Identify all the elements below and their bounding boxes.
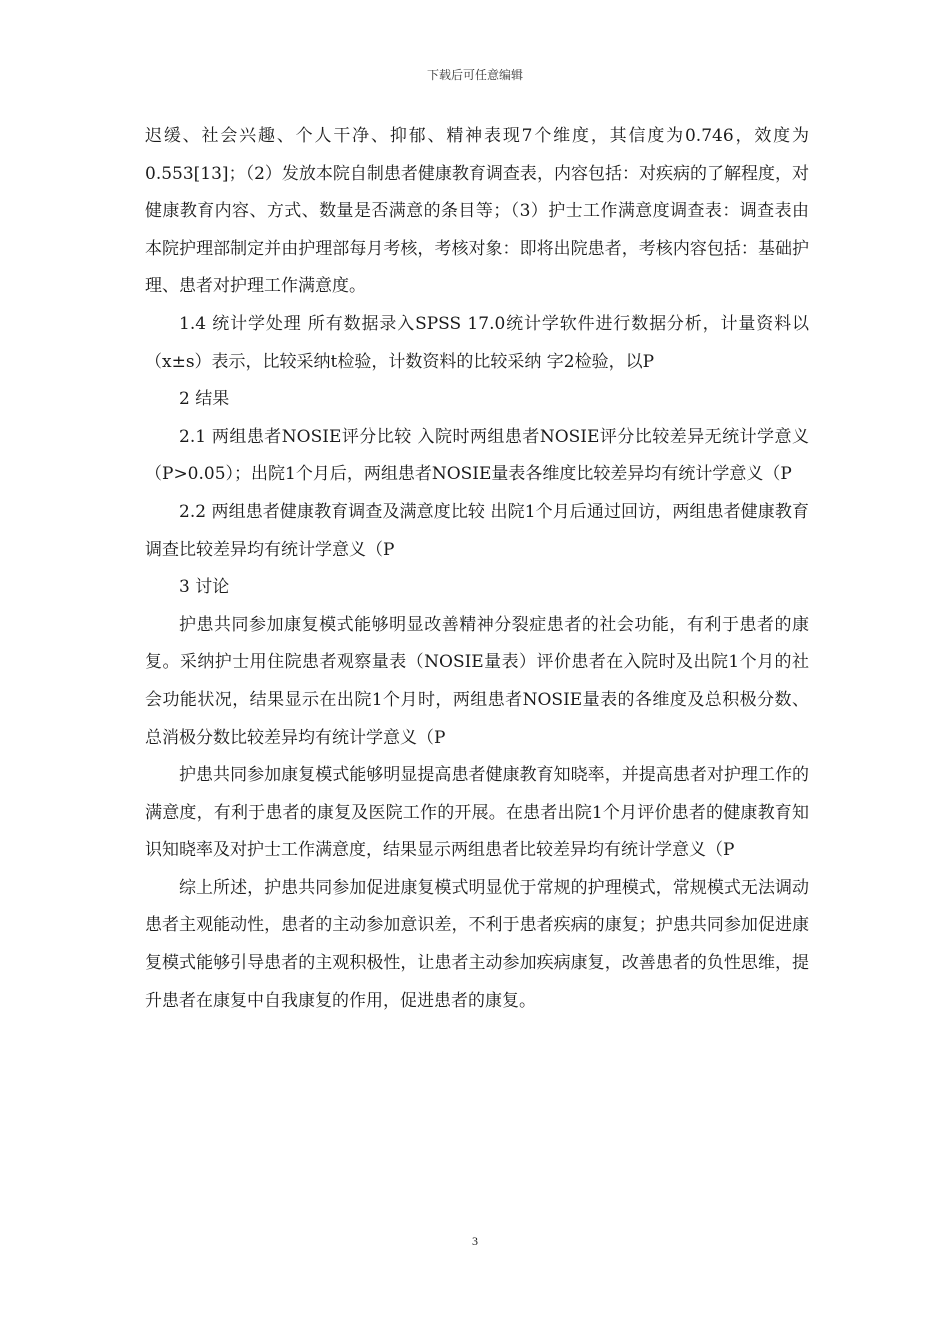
heading-discussion: 3 讨论	[179, 577, 230, 598]
paragraph-discussion-social-function: 护患共同参加康复模式能够明显改善精神分裂症患者的社会功能，有利于患者的康复。采纳护士用住院患者观察量表（NOSIE量表）评价患者在入院时及出院1个月的社会功能状况，结果显示在出院1个月时，两组患者NOSIE量表的各维度及总积极分数、总消极分数比较差异均有统计学意义（P	[145, 614, 809, 748]
heading-results: 2 结果	[179, 389, 230, 410]
paragraph-scale-description: 迟缓、社会兴趣、个人干净、抑郁、精神表现7个维度，其信度为0.746，效度为0.553[13]；（2）发放本院自制患者健康教育调查表，内容包括：对疾病的了解程度，对健康教育内容、方式、数量是否满意的条目等；（3）护士工作满意度调查表：调查表由本院护理部制定并由护理部每月考核，考核对象：即将出院患者，考核内容包括：基础护理、患者对护理工作满意度。	[145, 126, 809, 297]
paragraph-statistics-method: 1.4 统计学处理 所有数据录入SPSS 17.0统计学软件进行数据分析，计量资料以（x±s）表示，比较采纳t检验，计数资料的比较采纳 字2检验，以P	[145, 313, 809, 372]
paragraph-education-comparison: 2.2 两组患者健康教育调查及满意度比较 出院1个月后通过回访，两组患者健康教育调查比较差异均有统计学意义（P	[145, 501, 809, 560]
document-body	[145, 118, 809, 1020]
paragraph-conclusion: 综上所述，护患共同参加促进康复模式明显优于常规的护理模式，常规模式无法调动患者主观能动性，患者的主动参加意识差，不利于患者疾病的康复；护患共同参加促进康复模式能够引导患者的主观积极性，让患者主动参加疾病康复，改善患者的负性思维，提升患者在康复中自我康复的作用，促进患者的康复。	[145, 877, 809, 1011]
page-header: 下载后可任意编辑	[426, 68, 523, 82]
paragraph-discussion-education: 护患共同参加康复模式能够明显提高患者健康教育知晓率，并提高患者对护理工作的满意度，有利于患者的康复及医院工作的开展。在患者出院1个月评价患者的健康教育知识知晓率及对护士工作满意度，结果显示两组患者比较差异均有统计学意义（P	[145, 765, 809, 861]
page-number: 3	[472, 1234, 478, 1248]
paragraph-nosie-comparison: 2.1 两组患者NOSIE评分比较 入院时两组患者NOSIE评分比较差异无统计学意义（P>0.05）；出院1个月后，两组患者NOSIE量表各维度比较差异均有统计学意义（P	[145, 426, 809, 485]
